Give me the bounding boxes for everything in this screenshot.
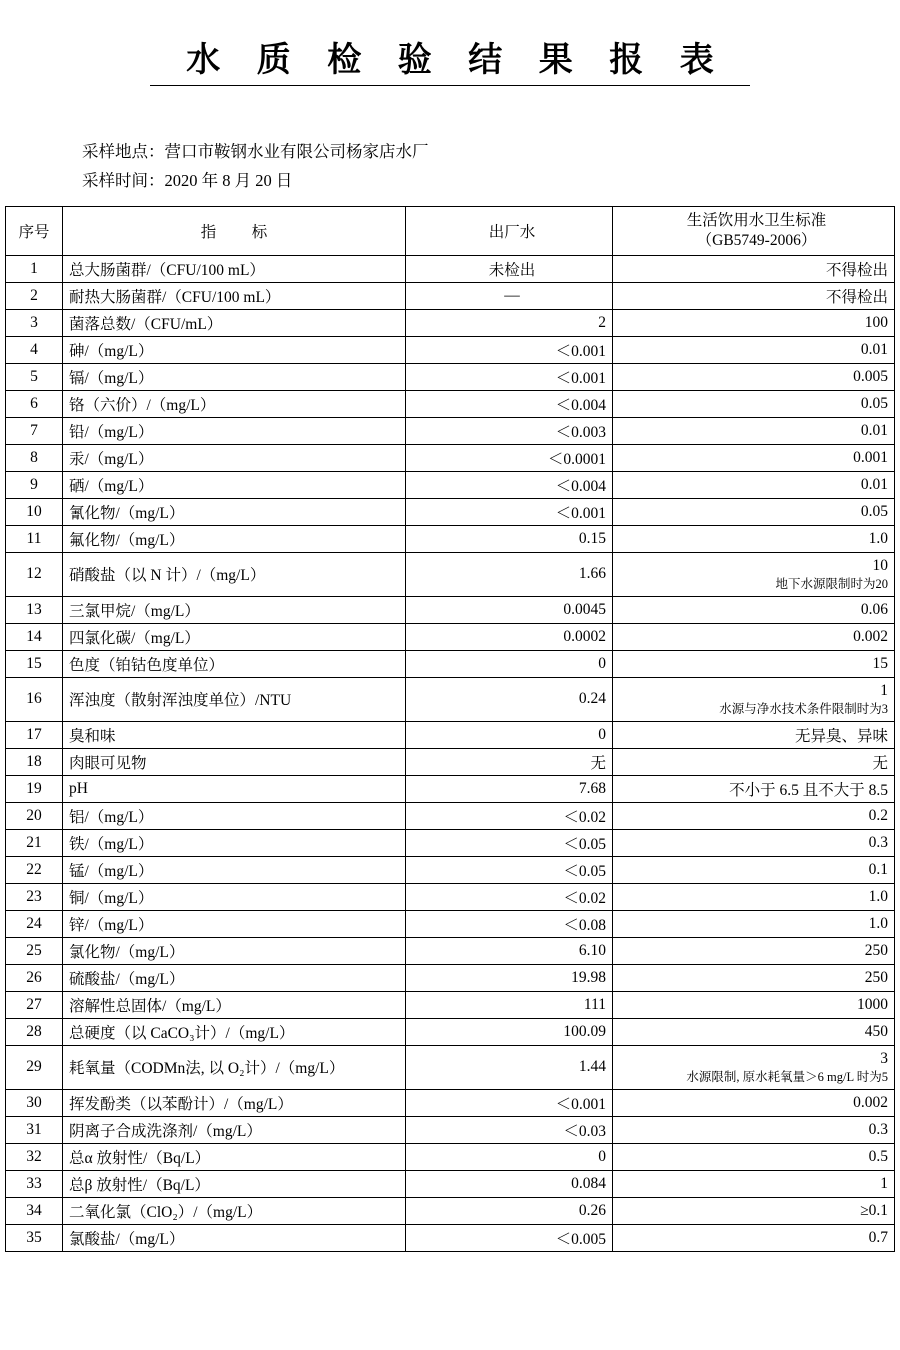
row-standard-value: 1.0 — [613, 910, 895, 937]
row-item-name: 肉眼可见物 — [63, 748, 406, 775]
row-standard-value: 0.2 — [613, 802, 895, 829]
row-measured-value: 111 — [406, 991, 613, 1018]
row-number: 1 — [6, 255, 63, 282]
row-standard-note: 水源限制, 原水耗氧量＞6 mg/L 时为5 — [686, 1070, 888, 1085]
row-standard-value: 不小于 6.5 且不大于 8.5 — [613, 775, 895, 802]
row-standard-value: 无 — [613, 748, 895, 775]
row-measured-value: 6.10 — [406, 937, 613, 964]
row-item-name: 铜/（mg/L） — [63, 883, 406, 910]
row-number: 31 — [6, 1116, 63, 1143]
row-standard-value: ≥0.1 — [613, 1197, 895, 1224]
table-row — [6, 1143, 895, 1170]
row-standard-value: 0.002 — [613, 1089, 895, 1116]
sampling-meta — [82, 138, 900, 196]
row-item-name: 总β 放射性/（Bq/L） — [63, 1170, 406, 1197]
row-standard-value: 1.0 — [613, 883, 895, 910]
row-standard-value: 0.1 — [613, 856, 895, 883]
row-number: 28 — [6, 1018, 63, 1045]
row-number: 4 — [6, 336, 63, 363]
row-standard-value: 0.05 — [613, 498, 895, 525]
row-item-name: 锌/（mg/L） — [63, 910, 406, 937]
row-item-name: 总α 放射性/（Bq/L） — [63, 1143, 406, 1170]
row-number: 19 — [6, 775, 63, 802]
row-item-name: 铝/（mg/L） — [63, 802, 406, 829]
row-measured-value: ＜0.001 — [406, 1089, 613, 1116]
row-number: 13 — [6, 596, 63, 623]
row-item-name: 砷/（mg/L） — [63, 336, 406, 363]
row-number: 35 — [6, 1224, 63, 1251]
row-measured-value: 19.98 — [406, 964, 613, 991]
row-measured-value: 7.68 — [406, 775, 613, 802]
row-number: 24 — [6, 910, 63, 937]
row-standard-value: 0.01 — [613, 336, 895, 363]
table-row — [6, 991, 895, 1018]
row-measured-value: ＜0.001 — [406, 498, 613, 525]
row-number: 6 — [6, 390, 63, 417]
table-row — [6, 721, 895, 748]
header-item-label: 指 标 — [200, 223, 278, 241]
table-row — [6, 937, 895, 964]
row-measured-value: ＜0.02 — [406, 883, 613, 910]
row-number: 17 — [6, 721, 63, 748]
row-item-name: 铁/（mg/L） — [63, 829, 406, 856]
row-number: 22 — [6, 856, 63, 883]
row-measured-value: ＜0.03 — [406, 1116, 613, 1143]
row-number: 8 — [6, 444, 63, 471]
row-item-name: 总硬度（以 CaCO₃计）/（mg/L） — [63, 1018, 406, 1045]
row-item-name: 锰/（mg/L） — [63, 856, 406, 883]
table-row — [6, 471, 895, 498]
row-item-name: 臭和味 — [63, 721, 406, 748]
page-title: 水 质 检 验 结 果 报 表 — [186, 42, 728, 79]
row-item-name: 氰化物/（mg/L） — [63, 498, 406, 525]
row-number: 34 — [6, 1197, 63, 1224]
row-item-name: 汞/（mg/L） — [63, 444, 406, 471]
water-quality-table — [5, 206, 895, 1252]
row-number: 16 — [6, 677, 63, 721]
row-standard-value: 0.3 — [613, 1116, 895, 1143]
row-measured-value: ＜0.005 — [406, 1224, 613, 1251]
table-row — [6, 336, 895, 363]
sampling-location: 采样地点：营口市鞍钢水业有限公司杨家店水厂 — [82, 142, 429, 161]
row-measured-value: 0.0002 — [406, 623, 613, 650]
table-row — [6, 255, 895, 282]
table-row — [6, 1089, 895, 1116]
row-item-name: 四氯化碳/（mg/L） — [63, 623, 406, 650]
row-item-name: 耐热大肠菌群/（CFU/100 mL） — [63, 282, 406, 309]
row-standard-value: 0.3 — [613, 829, 895, 856]
row-number: 5 — [6, 363, 63, 390]
row-standard-value: 0.002 — [613, 623, 895, 650]
row-measured-value: 0.26 — [406, 1197, 613, 1224]
row-item-name: 二氧化氯（ClO₂）/（mg/L） — [63, 1197, 406, 1224]
row-measured-value: ＜0.0001 — [406, 444, 613, 471]
header-standard — [613, 206, 895, 255]
row-number: 7 — [6, 417, 63, 444]
row-measured-value: 0 — [406, 650, 613, 677]
row-measured-value: ＜0.001 — [406, 363, 613, 390]
table-row — [6, 363, 895, 390]
sampling-time: 采样时间：2020 年 8 月 20 日 — [82, 170, 293, 190]
row-measured-value: 无 — [406, 748, 613, 775]
row-standard-value: 0.5 — [613, 1143, 895, 1170]
row-item-name: 氯化物/（mg/L） — [63, 937, 406, 964]
row-item-name: 耗氧量（CODMn法, 以 O₂计）/（mg/L） — [63, 1045, 406, 1089]
row-standard-value: 250 — [613, 937, 895, 964]
row-measured-value: ＜0.003 — [406, 417, 613, 444]
row-number: 26 — [6, 964, 63, 991]
table-row — [6, 282, 895, 309]
row-measured-value: 2 — [406, 309, 613, 336]
row-number: 2 — [6, 282, 63, 309]
row-standard-value: 0.01 — [613, 471, 895, 498]
header-standard-line1: 生活饮用水卫生标准 — [686, 212, 827, 230]
row-item-name: 三氯甲烷/（mg/L） — [63, 596, 406, 623]
title-underline — [150, 85, 750, 86]
row-standard-main: 1 — [880, 682, 888, 700]
row-item-name: 色度（铂钴色度单位） — [63, 650, 406, 677]
row-number: 11 — [6, 525, 63, 552]
row-measured-value: ＜0.001 — [406, 336, 613, 363]
row-standard-value: 1.0 — [613, 525, 895, 552]
row-measured-value: ＜0.05 — [406, 829, 613, 856]
row-item-name: 挥发酚类（以苯酚计）/（mg/L） — [63, 1089, 406, 1116]
table-row — [6, 525, 895, 552]
row-standard-value: 0.001 — [613, 444, 895, 471]
row-number: 15 — [6, 650, 63, 677]
row-item-name: 阴离子合成洗涤剂/（mg/L） — [63, 1116, 406, 1143]
table-row — [6, 309, 895, 336]
row-standard-note: 水源与净水技术条件限制时为3 — [719, 702, 888, 717]
table-row — [6, 1018, 895, 1045]
table-row — [6, 802, 895, 829]
table-row — [6, 1224, 895, 1251]
row-standard-main: 3 — [880, 1050, 888, 1068]
table-header — [6, 206, 895, 255]
row-item-name: 硝酸盐（以 N 计）/（mg/L） — [63, 552, 406, 596]
row-number: 14 — [6, 623, 63, 650]
table-row — [6, 677, 895, 721]
row-standard-value: 100 — [613, 309, 895, 336]
row-measured-value: 0 — [406, 1143, 613, 1170]
row-standard-note: 地下水源限制时为20 — [775, 577, 888, 592]
table-row — [6, 1197, 895, 1224]
row-measured-value: ＜0.004 — [406, 390, 613, 417]
header-no: 序号 — [6, 206, 63, 255]
row-measured-value: — — [406, 282, 613, 309]
row-measured-value: 0.0045 — [406, 596, 613, 623]
row-item-name: pH — [63, 775, 406, 802]
table-row — [6, 1045, 895, 1089]
header-value: 出厂水 — [406, 206, 613, 255]
row-standard-value: 450 — [613, 1018, 895, 1045]
row-item-name: 总大肠菌群/（CFU/100 mL） — [63, 255, 406, 282]
row-item-name: 铅/（mg/L） — [63, 417, 406, 444]
row-item-name: 氟化物/（mg/L） — [63, 525, 406, 552]
table-row — [6, 775, 895, 802]
row-number: 30 — [6, 1089, 63, 1116]
row-item-name: 硒/（mg/L） — [63, 471, 406, 498]
table-row — [6, 417, 895, 444]
table-row — [6, 1170, 895, 1197]
row-number: 23 — [6, 883, 63, 910]
row-number: 21 — [6, 829, 63, 856]
row-standard-value: 0.7 — [613, 1224, 895, 1251]
row-number: 18 — [6, 748, 63, 775]
row-standard-value: 0.05 — [613, 390, 895, 417]
row-number: 10 — [6, 498, 63, 525]
row-number: 29 — [6, 1045, 63, 1089]
row-item-name: 菌落总数/（CFU/mL） — [63, 309, 406, 336]
row-number: 9 — [6, 471, 63, 498]
row-measured-value: 0 — [406, 721, 613, 748]
table-row — [6, 829, 895, 856]
table-row — [6, 856, 895, 883]
row-measured-value: 1.44 — [406, 1045, 613, 1089]
row-standard-value: 0.005 — [613, 363, 895, 390]
table-row — [6, 883, 895, 910]
table-header-row — [6, 206, 895, 255]
row-number: 20 — [6, 802, 63, 829]
table-row — [6, 390, 895, 417]
table-body — [6, 255, 895, 1251]
row-measured-value: ＜0.004 — [406, 471, 613, 498]
row-item-name: 溶解性总固体/（mg/L） — [63, 991, 406, 1018]
row-item-name: 铬（六价）/（mg/L） — [63, 390, 406, 417]
row-measured-value: 0.15 — [406, 525, 613, 552]
row-item-name: 镉/（mg/L） — [63, 363, 406, 390]
row-measured-value: 0.24 — [406, 677, 613, 721]
row-measured-value: ＜0.02 — [406, 802, 613, 829]
table-row — [6, 552, 895, 596]
row-number: 27 — [6, 991, 63, 1018]
row-standard-value: 不得检出 — [613, 282, 895, 309]
table-row — [6, 1116, 895, 1143]
row-item-name: 氯酸盐/（mg/L） — [63, 1224, 406, 1251]
row-standard-value — [613, 677, 895, 721]
row-measured-value: 0.084 — [406, 1170, 613, 1197]
row-standard-value: 不得检出 — [613, 255, 895, 282]
row-number: 12 — [6, 552, 63, 596]
row-standard-value: 250 — [613, 964, 895, 991]
table-row — [6, 650, 895, 677]
row-measured-value: 未检出 — [406, 255, 613, 282]
table-row — [6, 748, 895, 775]
row-measured-value: ＜0.05 — [406, 856, 613, 883]
row-standard-value — [613, 1045, 895, 1089]
row-number: 25 — [6, 937, 63, 964]
row-measured-value: 1.66 — [406, 552, 613, 596]
row-measured-value: ＜0.08 — [406, 910, 613, 937]
row-number: 32 — [6, 1143, 63, 1170]
row-standard-value: 15 — [613, 650, 895, 677]
row-standard-value: 1 — [613, 1170, 895, 1197]
table-row — [6, 498, 895, 525]
row-item-name: 硫酸盐/（mg/L） — [63, 964, 406, 991]
row-number: 33 — [6, 1170, 63, 1197]
row-standard-main: 10 — [872, 557, 888, 575]
table-row — [6, 444, 895, 471]
row-measured-value: 100.09 — [406, 1018, 613, 1045]
table-row — [6, 964, 895, 991]
table-row — [6, 596, 895, 623]
table-row — [6, 623, 895, 650]
row-number: 3 — [6, 309, 63, 336]
row-standard-value: 无异臭、异味 — [613, 721, 895, 748]
row-standard-value: 0.06 — [613, 596, 895, 623]
header-item — [63, 206, 406, 255]
row-standard-value: 1000 — [613, 991, 895, 1018]
header-standard-line2: （GB5749-2006） — [696, 231, 817, 249]
row-item-name: 浑浊度（散射浑浊度单位）/NTU — [63, 677, 406, 721]
table-row — [6, 910, 895, 937]
row-standard-value: 0.01 — [613, 417, 895, 444]
row-standard-value — [613, 552, 895, 596]
